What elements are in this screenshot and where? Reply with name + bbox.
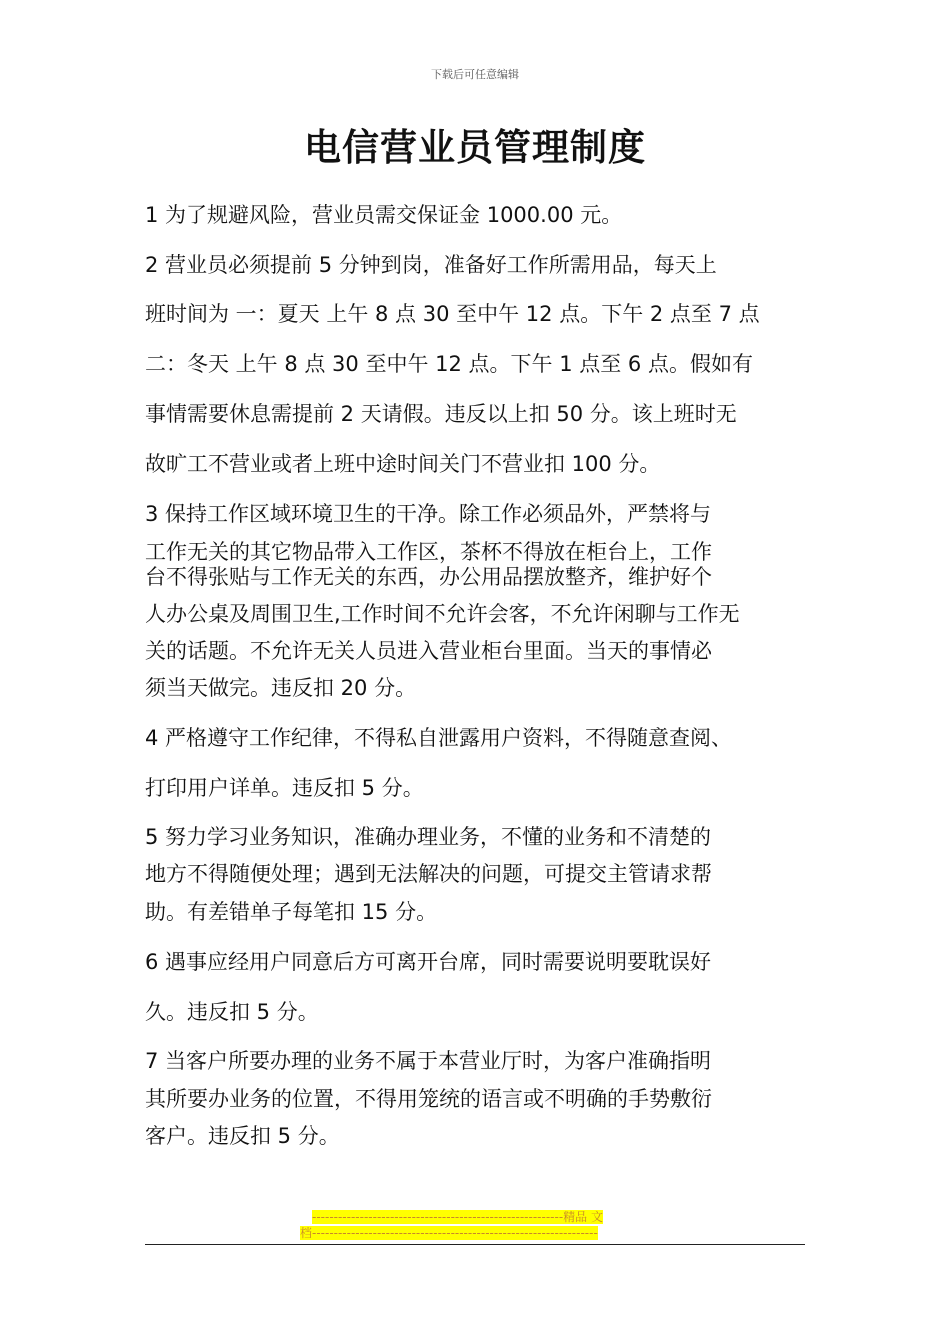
header-note: 下载后可任意编辑: [431, 68, 519, 81]
rule-line: 须当天做完。违反扣 20 分。: [145, 676, 417, 700]
rule-line: 2 营业员必须提前 5 分钟到岗，准备好工作所需用品，每天上: [145, 253, 717, 277]
rule-line: 助。有差错单子每笔扣 15 分。: [145, 900, 438, 924]
rule-line: 其所要办业务的位置，不得用笼统的语言或不明确的手势敷衍: [145, 1087, 712, 1111]
rule-line: 二：冬天 上午 8 点 30 至中午 12 点。下午 1 点至 6 点。假如有: [145, 352, 753, 376]
rule-line: 班时间为 一：夏天 上午 8 点 30 至中午 12 点。下午 2 点至 7 点: [145, 302, 760, 326]
footer-divider: [145, 1244, 805, 1245]
rule-line: 客户。违反扣 5 分。: [145, 1124, 340, 1148]
rule-line: 4 严格遵守工作纪律，不得私自泄露用户资料，不得随意查阅、: [145, 726, 733, 750]
document-title: 电信营业员管理制度: [304, 126, 646, 169]
rule-line: 人办公桌及周围卫生,工作时间不允许会客，不允许闲聊与工作无: [145, 602, 740, 626]
footer-line-2: 档------------------------------------------------------------------: [300, 1226, 598, 1240]
rule-line: 事情需要休息需提前 2 天请假。违反以上扣 50 分。该上班时无: [145, 402, 737, 426]
footer-watermark: [300, 1209, 650, 1241]
rule-line: 工作无关的其它物品带入工作区，茶杯不得放在柜台上，工作: [145, 540, 712, 564]
footer-line-1: ----------------------------------------------------------精品 文: [312, 1210, 603, 1224]
rule-line: 久。违反扣 5 分。: [145, 1000, 319, 1024]
rule-line: 地方不得随便处理；遇到无法解决的问题，可提交主管请求帮: [145, 862, 712, 886]
rule-line: 1 为了规避风险，营业员需交保证金 1000.00 元。: [145, 203, 623, 227]
rule-line: 故旷工不营业或者上班中途时间关门不营业扣 100 分。: [145, 452, 661, 476]
rule-line: 打印用户详单。违反扣 5 分。: [145, 776, 424, 800]
rule-line: 台不得张贴与工作无关的东西，办公用品摆放整齐，维护好个: [145, 565, 712, 589]
rule-line: 关的话题。不允许无关人员进入营业柜台里面。当天的事情必: [145, 639, 712, 663]
rule-line: 6 遇事应经用户同意后方可离开台席，同时需要说明要耽误好: [145, 950, 712, 974]
rule-line: 7 当客户所要办理的业务不属于本营业厅时，为客户准确指明: [145, 1049, 712, 1073]
rule-line: 3 保持工作区域环境卫生的干净。除工作必须品外，严禁将与: [145, 502, 712, 526]
rule-line: 5 努力学习业务知识，准确办理业务，不懂的业务和不清楚的: [145, 825, 712, 849]
